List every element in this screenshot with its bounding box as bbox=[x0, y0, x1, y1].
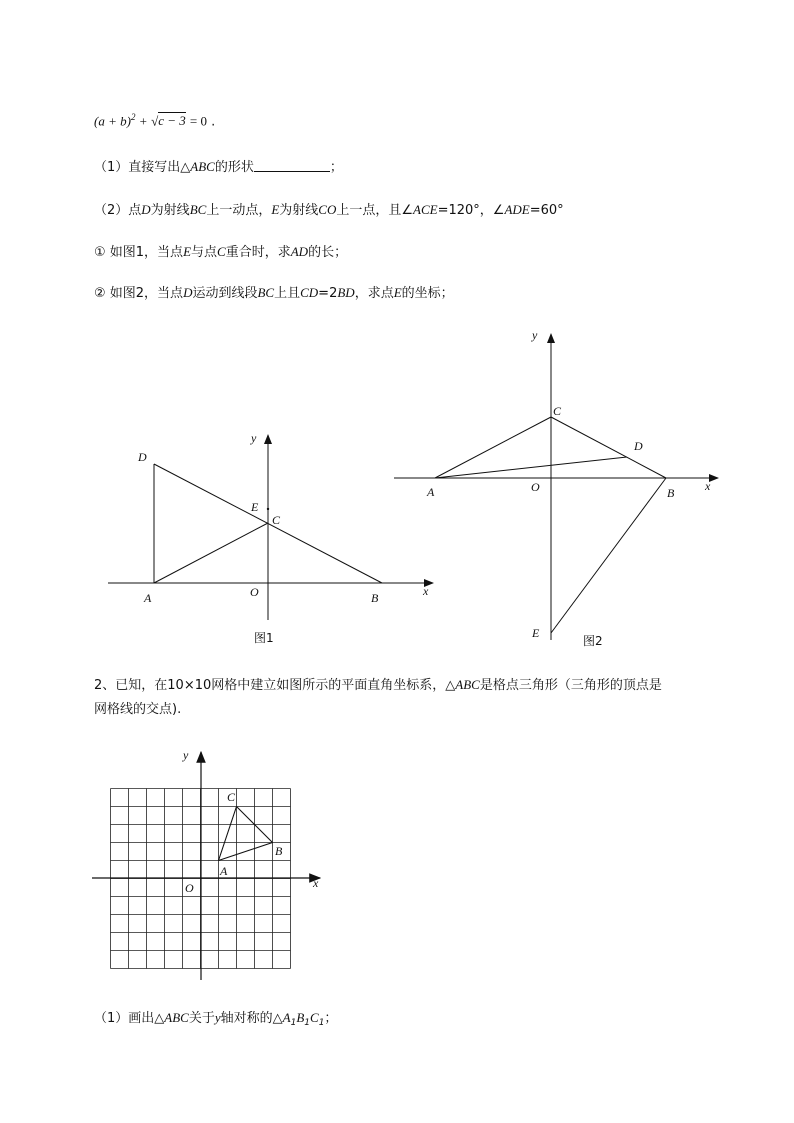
q2-line-2 bbox=[94, 700, 181, 720]
q2-part1-sub-2: 1 bbox=[304, 1018, 311, 1028]
q1-sub-b-text-6: 的坐标； bbox=[401, 286, 454, 301]
fig3-label-A: A bbox=[220, 864, 228, 878]
q1-part2-text-7: =60° bbox=[529, 203, 564, 218]
q1-sub-b-E: E bbox=[393, 285, 402, 300]
fig2-segment-CB bbox=[551, 417, 666, 478]
q1-sub-a-text-3: 重合时，求 bbox=[225, 245, 291, 260]
q2-part1-triangle: ABC bbox=[164, 1010, 189, 1025]
fig2-label-A: A bbox=[427, 485, 435, 499]
q1-sub-b bbox=[94, 283, 454, 304]
q1-part2-CO: CO bbox=[318, 202, 337, 217]
fig3-label-O: O bbox=[185, 881, 194, 895]
eq-sqrt: √c − 3 bbox=[151, 113, 186, 129]
q1-sub-b-text-4: =2 bbox=[318, 286, 338, 301]
q1-part1-prefix: （1）直接写出△ bbox=[94, 160, 191, 175]
fig2-label-y: y bbox=[532, 328, 538, 342]
q2-part1-y: y bbox=[214, 1010, 221, 1025]
q2-part1-C1: C bbox=[310, 1010, 319, 1025]
fig3-segment-AC bbox=[219, 807, 237, 861]
q1-part2-D: D bbox=[141, 202, 151, 217]
fig3-label-C: C bbox=[227, 790, 236, 804]
q1-sub-a-text-1: ① 如图1，当点 bbox=[94, 245, 184, 260]
fig2-label-E: E bbox=[532, 626, 540, 640]
q1-sub-b-BD: BD bbox=[337, 285, 355, 300]
q1-part2-BC: BC bbox=[189, 202, 207, 217]
q2-text-2: 是格点三角形（三角形的顶点是 bbox=[479, 678, 662, 693]
answer-blank[interactable] bbox=[254, 157, 330, 172]
fig1-label-y: y bbox=[251, 431, 257, 445]
fig1-label-O: O bbox=[250, 585, 259, 599]
fig2-segment-AC bbox=[435, 417, 551, 478]
fig1-segment-AC bbox=[154, 523, 268, 583]
q2-part1 bbox=[94, 1008, 337, 1033]
q2-part1-text-2: 关于 bbox=[188, 1011, 215, 1026]
q1-part2-text-3: 上一动点， bbox=[206, 203, 272, 218]
fig1-label-E: E bbox=[251, 500, 259, 514]
q1-part2-text-6: =120°，∠ bbox=[437, 203, 505, 218]
fig2-label-O: O bbox=[531, 480, 540, 494]
q1-sub-b-text-5: ，求点 bbox=[354, 286, 394, 301]
q1-part2-E: E bbox=[271, 202, 280, 217]
eq-rhs: = 0 bbox=[189, 113, 207, 129]
q2-part1-B1: B bbox=[296, 1010, 305, 1025]
fig1-caption: 图1 bbox=[254, 631, 274, 645]
fig3-segment-AB bbox=[219, 843, 273, 861]
q1-sub-b-text-3: 上且 bbox=[274, 286, 301, 301]
eq-sqrt-arg: c − 3 bbox=[158, 113, 186, 129]
q1-sub-a-E: E bbox=[183, 244, 192, 259]
q1-sub-a-text-4: 的长； bbox=[308, 245, 348, 260]
fig2-segment-AD bbox=[435, 457, 627, 478]
q1-sub-a-AD: AD bbox=[290, 244, 309, 259]
q1-sub-a-text-2: 与点 bbox=[191, 245, 218, 260]
q2-part1-sub-1: 1 bbox=[290, 1018, 297, 1028]
fig1-point-E bbox=[267, 508, 269, 510]
fig3-label-x: x bbox=[313, 876, 319, 890]
q1-part2-text-1: （2）点 bbox=[94, 203, 142, 218]
q2-part1-A1: A bbox=[282, 1010, 291, 1025]
q1-part2 bbox=[94, 200, 564, 221]
q1-sub-b-text-2: 运动到线段 bbox=[192, 286, 258, 301]
fig2-caption: 图2 bbox=[583, 634, 603, 648]
q1-sub-b-BC: BC bbox=[257, 285, 275, 300]
fig1-label-A: A bbox=[144, 591, 152, 605]
q2-text-1: 2、已知，在10×10网格中建立如图所示的平面直角坐标系，△ bbox=[94, 678, 456, 693]
figure-1 bbox=[100, 425, 440, 650]
q2-part1-sub-3: 1 bbox=[318, 1018, 325, 1028]
fig1-label-D: D bbox=[138, 450, 147, 464]
q2-part1-end: ； bbox=[324, 1011, 338, 1026]
q1-part1-triangle: ABC bbox=[190, 159, 215, 174]
fig2-label-B: B bbox=[667, 486, 675, 500]
fig2-segment-BE bbox=[551, 478, 666, 633]
fig3-label-y: y bbox=[183, 748, 189, 762]
q1-part1 bbox=[94, 157, 343, 178]
q1-sub-b-text-1: ② 如图2，当点 bbox=[94, 286, 184, 301]
q2-line-1 bbox=[94, 675, 662, 696]
fig1-label-B: B bbox=[371, 591, 379, 605]
q1-part2-text-5: 上一点，且∠ bbox=[336, 203, 414, 218]
fig2-label-C: C bbox=[553, 404, 562, 418]
figure-3-grid bbox=[88, 740, 328, 985]
q1-part2-ACE: ACE bbox=[413, 202, 438, 217]
figure-2 bbox=[390, 320, 730, 655]
q1-part1-end: ； bbox=[329, 160, 343, 175]
q1-sub-b-D: D bbox=[183, 285, 193, 300]
fig3-label-B: B bbox=[275, 844, 283, 858]
q1-sub-a-C: C bbox=[217, 244, 226, 259]
fig2-label-D: D bbox=[634, 439, 643, 453]
q1-part2-text-4: 为射线 bbox=[279, 203, 319, 218]
fig1-label-C: C bbox=[272, 513, 281, 527]
eq-left: (a + b) bbox=[94, 113, 131, 129]
q2-part1-text-3: 轴对称的△ bbox=[220, 1011, 283, 1026]
q2-triangle: ABC bbox=[455, 677, 480, 692]
eq-dot: . bbox=[211, 114, 216, 130]
q1-part2-ADE: ADE bbox=[504, 202, 530, 217]
fig1-label-x: x bbox=[423, 584, 429, 598]
q1-sub-a bbox=[94, 242, 347, 263]
q2-text-3: 网格线的交点). bbox=[94, 702, 182, 717]
q2-part1-text-1: （1）画出△ bbox=[94, 1011, 165, 1026]
condition-equation bbox=[94, 107, 215, 132]
eq-square: 2 bbox=[130, 112, 136, 122]
fig2-label-x: x bbox=[705, 479, 711, 493]
q1-part1-suffix: 的形状 bbox=[214, 160, 254, 175]
q1-sub-b-CD: CD bbox=[300, 285, 319, 300]
eq-plus: + bbox=[139, 113, 147, 129]
q1-part2-text-2: 为射线 bbox=[150, 203, 190, 218]
